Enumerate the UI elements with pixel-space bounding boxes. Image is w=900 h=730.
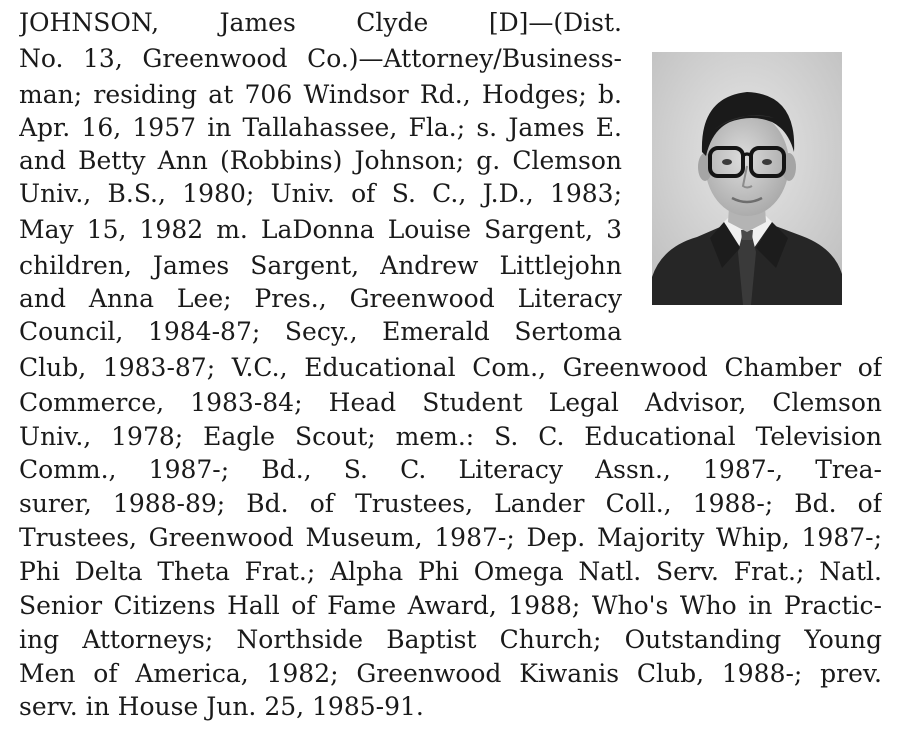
portrait-photo [652,52,842,305]
bio-line-17: Phi Delta Theta Frat.; Alpha Phi Omega Natl. Serv. Frat.; Natl. [19,557,882,586]
bio-line-1: JOHNSON, James Clyde [D]—(Dist. [19,8,622,37]
bio-line-12: Commerce, 1983-84; Head Student Legal Advisor, Clemson [19,388,882,417]
left-eye [722,159,732,165]
bio-line-6: Univ., B.S., 1980; Univ. of S. C., J.D., 1983; [19,179,622,208]
bio-line-10: Council, 1984-87; Secy., Emerald Sertoma [19,317,622,346]
portrait-image [652,52,842,305]
bio-line-11: Club, 1983-87; V.C., Educational Com., Greenwood Chamber of [19,353,882,382]
right-eye [762,159,772,165]
bio-line-8: children, James Sargent, Andrew Littlejohn [19,251,622,280]
bio-line-7: May 15, 1982 m. LaDonna Louise Sargent, 3 [19,215,622,244]
bio-line-14: Comm., 1987-; Bd., S. C. Literacy Assn., 1987-, Trea- [19,455,882,484]
bio-line-18: Senior Citizens Hall of Fame Award, 1988; Who's Who in Practic- [19,591,882,620]
bio-line-2: No. 13, Greenwood Co.)—Attorney/Business- [19,44,622,73]
bio-line-19: ing Attorneys; Northside Baptist Church; Outstanding Young [19,625,882,654]
bio-line-5: and Betty Ann (Robbins) Johnson; g. Clemson [19,146,622,175]
bio-line-9: and Anna Lee; Pres., Greenwood Literacy [19,284,622,313]
bio-line-20: Men of America, 1982; Greenwood Kiwanis Club, 1988-; prev. [19,659,882,688]
bio-line-15: surer, 1988-89; Bd. of Trustees, Lander Coll., 1988-; Bd. of [19,489,882,518]
bio-line-3: man; residing at 706 Windsor Rd., Hodges; b. [19,80,622,109]
bio-line-21: serv. in House Jun. 25, 1985-91. [19,692,424,721]
bio-line-13: Univ., 1978; Eagle Scout; mem.: S. C. Educational Television [19,422,882,451]
bio-line-16: Trustees, Greenwood Museum, 1987-; Dep. Majority Whip, 1987-; [19,523,882,552]
bio-line-4: Apr. 16, 1957 in Tallahassee, Fla.; s. James E. [19,113,622,142]
